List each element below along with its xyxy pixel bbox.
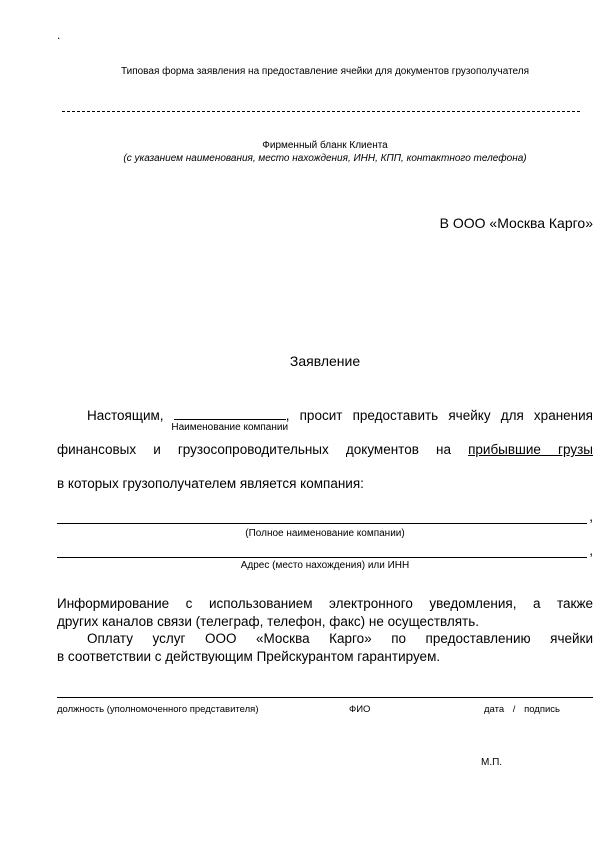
company-name-blank xyxy=(171,406,289,433)
signature-rule xyxy=(57,697,593,698)
line2-underlined-phrase: прибывшие грузы xyxy=(468,442,593,457)
company-fill-comma: , xyxy=(589,509,593,524)
letterhead-note: (с указанием наименования, место нахождения, ИНН, КПП, контактного телефона) xyxy=(123,153,527,164)
letterhead-label: Фирменный бланк Клиента xyxy=(262,140,388,151)
company-fill-rule xyxy=(57,510,587,524)
line2-start: финансовых и грузосопроводительных документов на xyxy=(57,442,451,457)
para3-line-1: Оплату услуг ООО «Москва Карго» по предоставлению ячейки xyxy=(87,631,593,646)
signature-date-label: дата / подпись xyxy=(484,704,560,715)
company-blank-caption: Наименование компании xyxy=(171,422,289,433)
para2-line-2: других каналов связи (телеграф, телефон, факс) не осуществлять. xyxy=(57,614,480,629)
signature-name-label: ФИО xyxy=(349,704,371,715)
stray-dot: . xyxy=(57,28,61,42)
document-title: Типовая форма заявления на предоставление ячейки для документов грузополучателя xyxy=(120,66,530,77)
dashed-separator xyxy=(62,103,580,112)
application-heading: Заявление xyxy=(289,353,361,369)
body-line-3: в которых грузополучателем является компания: xyxy=(57,476,364,491)
address-fill-line xyxy=(57,544,593,558)
address-fill-caption: Адрес (место нахождения) или ИНН xyxy=(240,560,410,571)
company-fill-line xyxy=(57,510,593,524)
stamp-placeholder: М.П. xyxy=(481,757,503,768)
body-line-1 xyxy=(57,406,593,433)
company-fill-caption: (Полное наименование компании) xyxy=(245,528,405,539)
para2-line-1: Информирование с использованием электронного уведомления, а также xyxy=(57,596,593,611)
addressee: В ООО «Москва Карго» xyxy=(439,215,593,231)
signature-position-label: должность (уполномоченного представителя) xyxy=(57,704,259,715)
body-line-2 xyxy=(57,442,593,457)
line1-comma: , xyxy=(285,408,290,423)
address-fill-rule xyxy=(57,544,587,558)
line1-start: Настоящим, xyxy=(87,408,164,423)
para3-line-2: в соответствии с действующим Прейскурантом гарантируем. xyxy=(57,649,441,664)
address-fill-comma: , xyxy=(589,543,593,558)
line1-end: просит предоставить ячейку для хранения xyxy=(299,408,593,423)
